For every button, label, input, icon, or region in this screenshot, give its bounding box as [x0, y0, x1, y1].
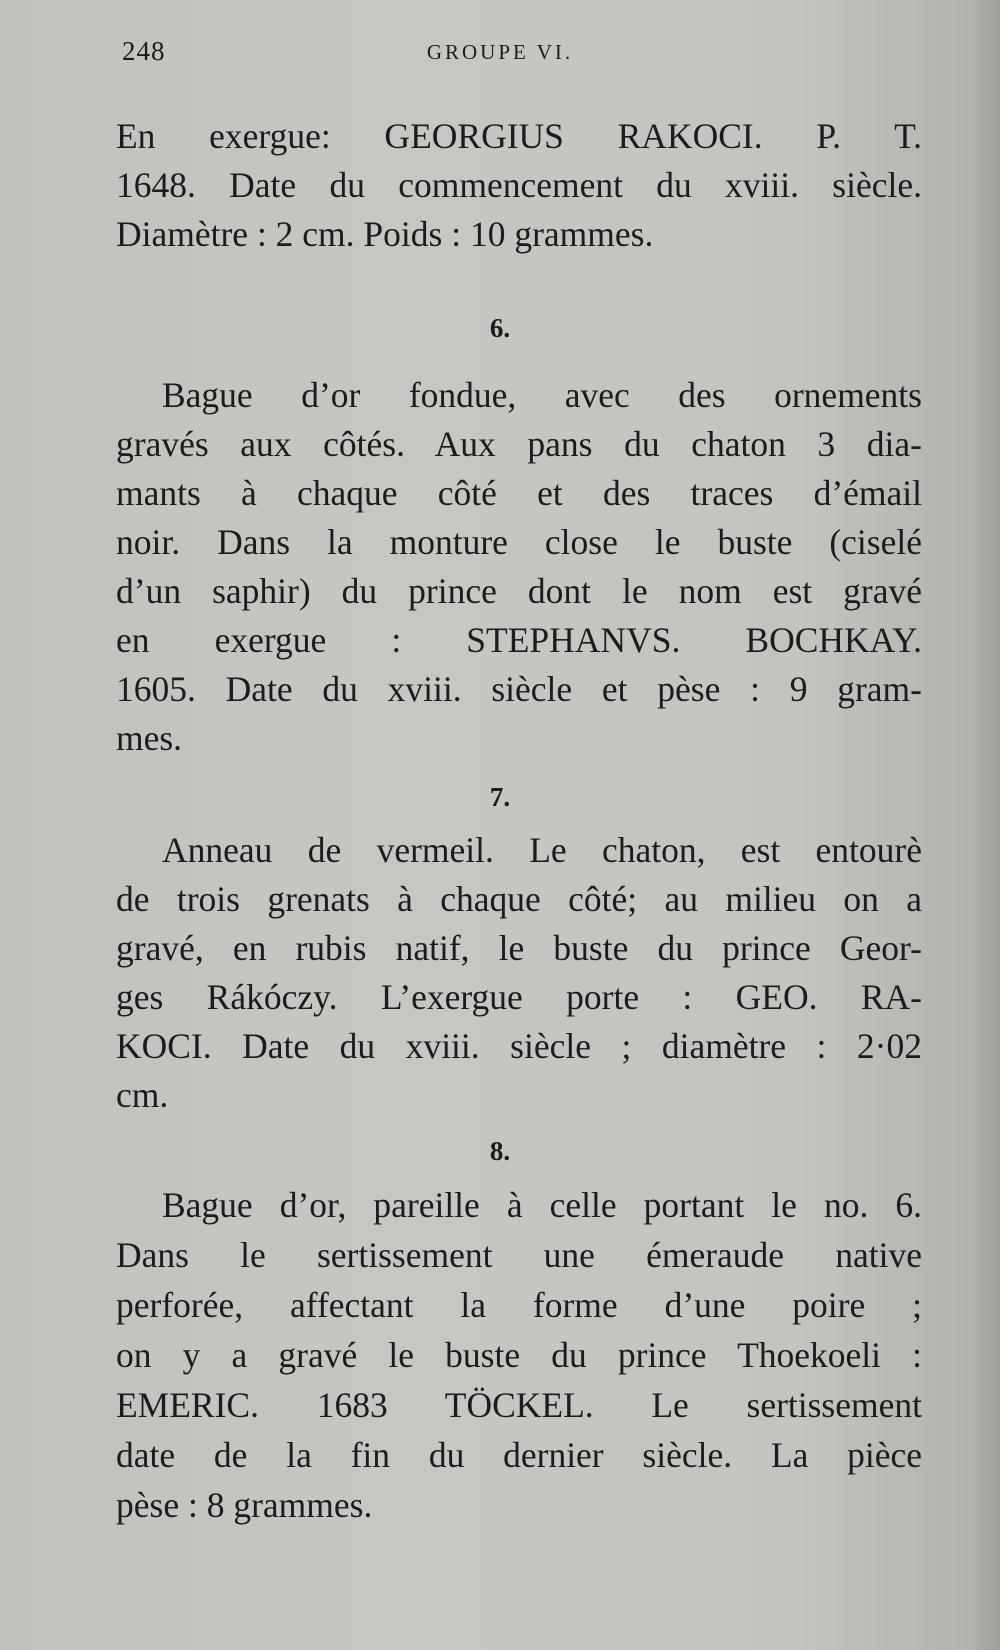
running-head	[0, 36, 1000, 76]
text-line: cm.	[116, 1075, 169, 1115]
text-line: perforée, affectant la forme d’une poire ;	[116, 1285, 922, 1325]
text-line: noir. Dans la monture close le buste (ciselé	[116, 522, 922, 562]
text-line: en exergue : STEPHANVS. BOCHKAY.	[116, 620, 922, 660]
section-number: 7.	[489, 782, 511, 812]
text-line: Bague d’or fondue, avec des ornements	[162, 375, 922, 415]
text-line: Bague d’or, pareille à celle portant le no. 6.	[162, 1185, 922, 1225]
text-line: Diamètre : 2 cm. Poids : 10 grammes.	[116, 214, 654, 254]
text-line: Anneau de vermeil. Le chaton, est entourè	[162, 830, 922, 870]
page-number: 248	[122, 36, 166, 66]
text-line: EMERIC. 1683 TÖCKEL. Le sertissement	[116, 1385, 922, 1425]
text-line: d’un saphir) du prince dont le nom est gravé	[116, 571, 922, 611]
text-line: gravés aux côtés. Aux pans du chaton 3 dia-	[116, 424, 922, 464]
text-line: gravé, en rubis natif, le buste du prince Geor-	[116, 928, 922, 968]
text-line: mants à chaque côté et des traces d’émail	[116, 473, 922, 513]
text-line: date de la fin du dernier siècle. La pièce	[116, 1435, 922, 1475]
text-line: 1648. Date du commencement du xviii. siècle.	[116, 165, 922, 205]
text-line: ges Rákóczy. L’exergue porte : GEO. RA-	[116, 977, 922, 1017]
running-title: GROUPE VI.	[426, 40, 574, 64]
text-line: Dans le sertissement une émeraude native	[116, 1235, 922, 1275]
text-line: de trois grenats à chaque côté; au milieu on a	[116, 879, 922, 919]
section-number: 6.	[489, 313, 511, 343]
text-line: pèse : 8 grammes.	[116, 1485, 373, 1525]
text-line: En exergue: GEORGIUS RAKOCI. P. T.	[116, 116, 922, 156]
text-line: mes.	[116, 718, 183, 758]
text-line: KOCI. Date du xviii. siècle ; diamètre : 2·02	[116, 1026, 922, 1066]
section-number: 8.	[489, 1136, 511, 1166]
text-line: 1605. Date du xviii. siècle et pèse : 9 gram-	[116, 669, 922, 709]
text-line: on y a gravé le buste du prince Thoekoeli :	[116, 1335, 922, 1375]
